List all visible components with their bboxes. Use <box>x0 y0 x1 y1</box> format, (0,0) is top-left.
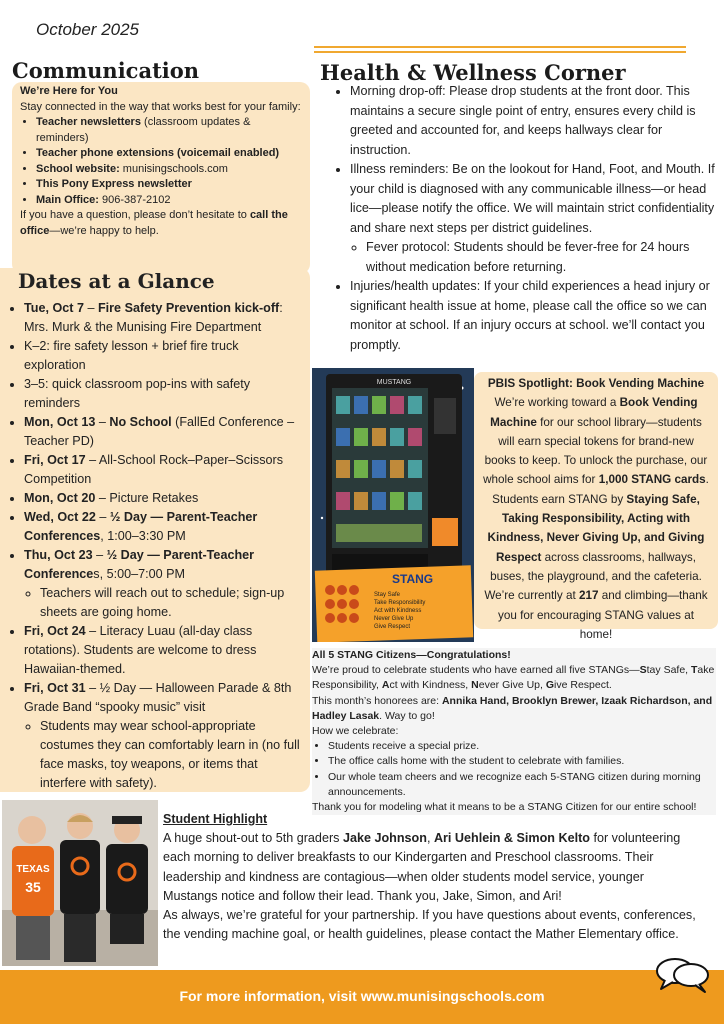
list-item: • Main Office: 906-387-2102 <box>36 193 302 209</box>
list-item: • K–2: fire safety lesson + brief fire truck exploration <box>24 337 300 375</box>
list-item: • Mon, Oct 13 – No School (FallEd Conference – Teacher PD) <box>24 413 300 451</box>
student-highlight-photo <box>2 800 158 966</box>
list-item: • School website: munisingschools.com <box>36 162 302 178</box>
footer-link[interactable]: For more information, visit www.munisingschools.com <box>179 988 545 1004</box>
header-rule-top <box>314 46 686 48</box>
stang-intro: We’re proud to celebrate students who have earned all five STANGs—Stay Safe, Take Responsibility, Act with Kindness, Never Give Up, Give Respect. <box>312 664 715 692</box>
health-title: Health & Wellness Corner <box>320 60 626 85</box>
stang-sign-line: Never Give Up <box>374 616 414 622</box>
communication-heading: We’re Here for You <box>20 85 118 97</box>
sub-list-item: ◦ Students may wear school-appropriate costumes they can comfortably learn in (no full face masks, toy weapons, or items that interfere with safety). <box>40 717 300 793</box>
list-item: • Fri, Oct 17 – All-School Rock–Paper–Scissors Competition <box>24 451 300 489</box>
list-item: • Wed, Oct 22 – ½ Day — Parent-Teacher Conferences, 1:00–3:30 PM <box>24 508 300 546</box>
header-rule-bottom <box>314 51 686 53</box>
stang-sign-line: Give Respect <box>374 624 411 630</box>
communication-intro: Stay connected in the way that works best for your family: <box>20 100 301 113</box>
student-highlight-section <box>163 810 698 944</box>
stang-closing: Thank you for modeling what it means to be a STANG Citizen for our entire school! <box>312 801 697 814</box>
list-item: • Students receive a special prize. <box>328 739 716 754</box>
dates-list <box>24 299 300 793</box>
list-item: • Fri, Oct 31 – ½ Day — Halloween Parade & 8th Grade Band “spooky music” visit ◦ Students may wear school-appropriate costumes they can comfortably learn in (no full face masks, toy weapons, or items that interfere with safety). <box>24 679 300 793</box>
dates-box <box>0 268 310 792</box>
list-item: • Morning drop-off: Please drop students at the front door. This maintains a secure single point of entry, ensures every child is greeted and accounted for, and keeps hallways clear for instruction. <box>350 82 716 160</box>
list-item: • Injuries/health updates: If your child experiences a head injury or significant health issue at home, please call the office so we can monitor at school. If an injury occurs at school. we’ll contact you promptly. <box>350 277 716 355</box>
newsletter-date: October 2025 <box>36 20 140 39</box>
student-highlight-closing: As always, we’re grateful for your partnership. If you have questions about events, conferences, the vending machine goal, or health guidelines, please contact the Mather Elementary office. <box>163 908 696 942</box>
sub-list-item: ◦ Teachers will reach out to schedule; sign-up sheets are going home. <box>40 584 300 622</box>
list-item: • 3–5: quick classroom pop-ins with safety reminders <box>24 375 300 413</box>
list-item: • Mon, Oct 20 – Picture Retakes <box>24 489 300 508</box>
stang-how: How we celebrate: <box>312 725 399 738</box>
jersey-number: 35 <box>25 879 41 895</box>
list-item: • Our whole team cheers and we recognize each 5-STANG citizen during morning announcements. <box>328 770 716 800</box>
stang-list <box>328 739 716 800</box>
communication-box <box>12 82 310 274</box>
stang-honorees: This month’s honorees are: Annika Hand, Brooklyn Brewer, Izaak Richardson, and Hadley Lasak. Way to go! <box>312 694 713 722</box>
list-item: • Teacher newsletters (classroom updates & reminders) <box>36 115 302 146</box>
communication-list <box>36 115 302 208</box>
list-item: • This Pony Express newsletter <box>36 177 302 193</box>
dates-title: Dates at a Glance <box>18 269 215 293</box>
list-item: • Thu, Oct 23 – ½ Day — Parent-Teacher Conferences, 5:00–7:00 PM ◦ Teachers will reach out to schedule; sign-up sheets are going home. <box>24 546 300 622</box>
list-item: • Fri, Oct 24 – Literacy Luau (all-day class rotations). Students are welcome to dress Hawaiian-themed. <box>24 622 300 679</box>
pbis-body: We’re working toward a Book Vending Machine for our school library—students will earn special tokens for brand-new books to keep. To unlock the purchase, our whole school aims for 1,000 STANG cards. Students earn STANG by Staying Safe, Taking Responsibility, Acting with Kindness, Never Giving Up, and Giving Respect across classrooms, hallways, buses, the playground, and the cafeteria. We’re currently at 217 and climbing—thank you for encouraging STANG values at home! <box>483 396 709 641</box>
list-item: • Teacher phone extensions (voicemail enabled) <box>36 146 302 162</box>
pbis-title: PBIS Spotlight: Book Vending Machine <box>487 377 705 390</box>
vending-brand-text: MUSTANG <box>376 379 412 386</box>
pbis-spotlight-box <box>474 372 718 641</box>
student-highlight-title: Student Highlight <box>163 812 268 826</box>
vending-machine-photo <box>312 368 474 642</box>
student-highlight-body: A huge shout-out to 5th graders Jake Johnson, Ari Uehlein & Simon Kelto for volunteering each morning to deliver breakfasts to our Kindergarten and Preschool classrooms. Their leadership and kindness are contagious—when older students model service, younger Mustangs notice and follow their lead. Thank you, Jake, Simon, and Ari! <box>163 831 681 903</box>
communication-title: Communication <box>12 58 200 83</box>
list-item: • The office calls home with the student to celebrate with families. <box>328 754 716 769</box>
stang-sign-line: Act with Kindness <box>374 608 422 614</box>
stang-sign-title: STANG <box>392 572 434 586</box>
stang-sign-line: Take Responsibility <box>374 600 426 606</box>
sub-list-item: ◦ Fever protocol: Students should be fever-free for 24 hours without medication before returning. <box>366 238 716 277</box>
communication-closing: If you have a question, please don’t hesitate to call the office—we’re happy to help. <box>20 209 288 237</box>
stang-citizens-section <box>312 648 716 815</box>
health-section <box>336 82 716 355</box>
list-item: • Illness reminders: Be on the lookout for Hand, Foot, and Mouth. If your child is diagnosed with any communicable illness—or head lice—please notify the office. We will maintain strict confidentiality and share next steps per district guidelines. ◦ Fever protocol: Students should be fever-free for 24 hours without medication before returning. <box>350 160 716 277</box>
stang-title: All 5 STANG Citizens—Congratulations! <box>312 649 511 661</box>
list-item: • Tue, Oct 7 – Fire Safety Prevention kick-off: Mrs. Murk & the Munising Fire Department <box>24 299 300 337</box>
stang-sign-line: Stay Safe <box>374 592 401 598</box>
jersey-text: TEXAS <box>16 864 50 875</box>
